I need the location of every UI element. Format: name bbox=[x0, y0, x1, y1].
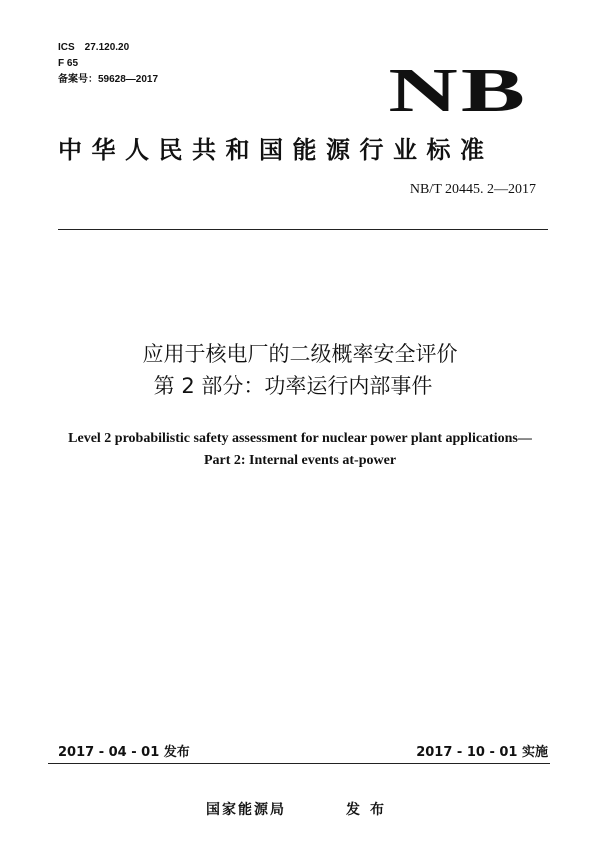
header-divider bbox=[58, 229, 548, 230]
issue-date: 2017 - 04 - 01 发布 bbox=[58, 745, 190, 760]
implementation-date: 2017 - 10 - 01 实施 bbox=[416, 745, 548, 760]
classification-block bbox=[58, 40, 158, 88]
english-title-line1: Level 2 probabilistic safety assessment for nuclear power plant applications— bbox=[68, 431, 532, 446]
ics-line bbox=[58, 40, 158, 56]
ics-code: 27.120.20 bbox=[84, 42, 130, 53]
class-code: F 65 bbox=[58, 58, 79, 69]
chinese-title bbox=[0, 338, 600, 402]
nb-logo: NB bbox=[388, 57, 528, 125]
standard-number: NB/T 20445. 2—2017 bbox=[409, 182, 536, 197]
standard-category-title: 中华人民共和国能源行业标准 bbox=[58, 136, 494, 164]
english-title-line2: Part 2: Internal events at-power bbox=[203, 453, 397, 468]
english-title bbox=[0, 428, 600, 472]
publisher-name: 国家能源局 bbox=[206, 802, 286, 818]
publish-action: 发布 bbox=[346, 802, 394, 818]
publisher-line bbox=[0, 799, 600, 819]
record-number: 备案号：59628—2017 bbox=[58, 74, 159, 85]
chinese-title-line1: 应用于核电厂的二级概率安全评价 bbox=[142, 342, 458, 366]
ics-label: ICS bbox=[58, 42, 75, 53]
chinese-title-line2: 第 2 部分：功率运行内部事件 bbox=[153, 374, 433, 398]
footer-divider bbox=[48, 763, 550, 764]
